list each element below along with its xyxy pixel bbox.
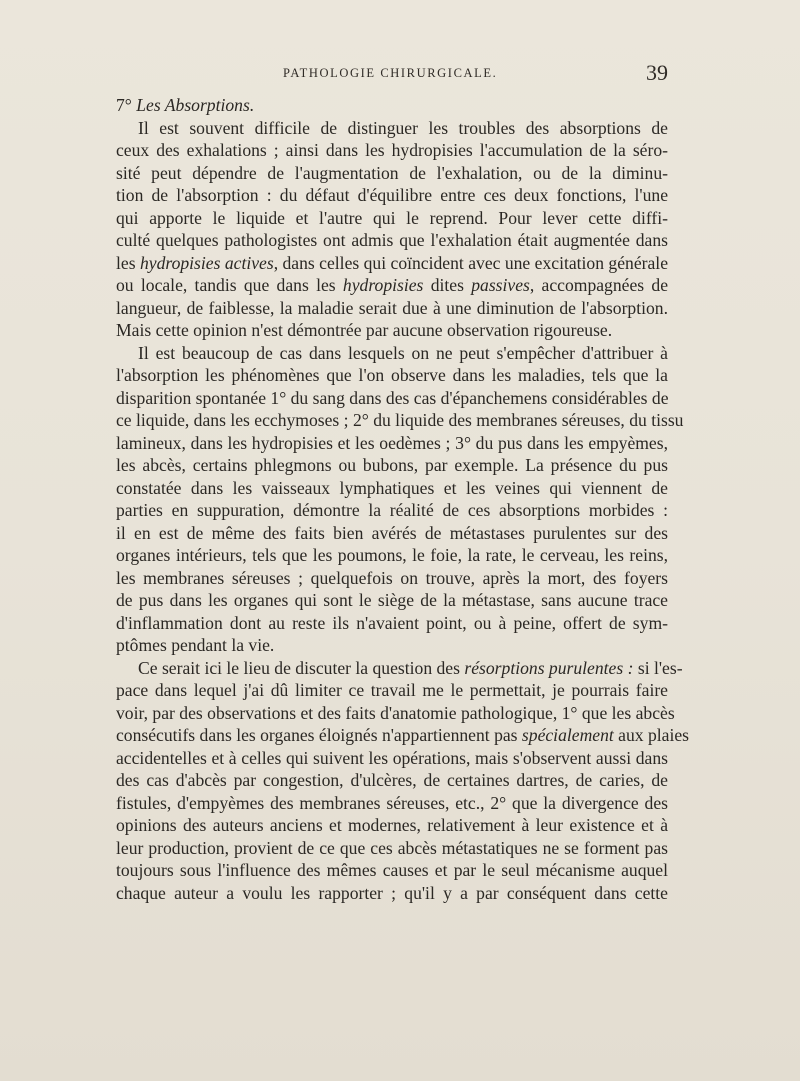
text-line: ou locale, tandis que dans les hydropisies dites passives, accompagnées de: [116, 275, 669, 295]
text-line: accidentelles et à celles qui suivent les opérations, mais s'observent aussi dans: [116, 747, 668, 768]
text-line: les membranes séreuses ; quelquefois on trouve, après la mort, des foyers: [116, 567, 668, 588]
running-head: [0, 60, 800, 86]
section-number: 7°: [116, 95, 132, 115]
section-title: Les Absorptions.: [136, 95, 255, 115]
text-line: les hydropisies actives, dans celles qui coïncident avec une excitation générale: [116, 252, 669, 273]
text-line: langueur, de faiblesse, la maladie serait due à une diminution de l'absorption.: [116, 297, 668, 318]
text-line: chaque auteur a voulu les rapporter ; qu'il y a par conséquent dans cette: [116, 882, 668, 903]
text-line: Mais cette opinion n'est démontrée par aucune observation rigoureuse.: [116, 320, 613, 340]
text-line: ceux des exhalations ; ainsi dans les hydropisies l'accumulation de la séro-: [116, 140, 668, 160]
text-line: ptômes pendant la vie.: [116, 635, 275, 655]
text-line: culté quelques pathologistes ont admis que l'exhalation était augmentée dans: [116, 230, 668, 250]
paragraph: [116, 117, 668, 342]
text-line: Il est souvent difficile de distinguer les troubles des absorptions de: [138, 117, 668, 138]
text-line: leur production, provient de ce que ces abcès métastatiques ne se forment pas: [116, 837, 668, 858]
text-line: parties en suppuration, démontre la réalité de ces absorptions morbides :: [116, 500, 668, 520]
text-line: disparition spontanée 1° du sang dans des cas d'épanchemens considérables de: [116, 387, 669, 408]
text-line: constatée dans les vaisseaux lymphatiques et les veines qui viennent de: [116, 477, 668, 498]
text-line: opinions des auteurs anciens et modernes, relativement à leur existence et à: [116, 815, 668, 835]
body-text: [116, 94, 690, 904]
text-line: Ce serait ici le lieu de discuter la question des résorptions purulentes : si l'es-: [138, 657, 683, 678]
text-line: toujours sous l'influence des mêmes causes et par le seul mécanisme auquel: [116, 860, 668, 880]
page-number: 39: [646, 60, 668, 85]
text-line: organes intérieurs, tels que les poumons, le foie, la rate, le cerveau, les reins,: [116, 545, 668, 565]
italic-term: hydropisies: [342, 275, 424, 295]
text-line: Il est beaucoup de cas dans lesquels on ne peut s'empêcher d'attribuer à: [138, 342, 668, 363]
text-line: pace dans lequel j'ai dû limiter ce travail me le permettait, je pourrais faire: [116, 680, 668, 700]
text-line: des cas d'abcès par congestion, d'ulcères, de certaines dartres, de caries, de: [116, 770, 668, 790]
text-line: il en est de même des faits bien avérés de métastases purulentes sur des: [116, 522, 668, 543]
text-line: consécutifs dans les organes éloignés n'appartiennent pas spécialement aux plaies: [116, 725, 690, 745]
text-line: sité peut dépendre de l'augmentation de l'exhalation, ou de la diminu-: [116, 162, 668, 183]
text-line: d'inflammation dont au reste ils n'avaient point, ou à peine, offert de sym-: [116, 612, 668, 633]
paragraphs: [116, 117, 690, 905]
running-title: PATHOLOGIE CHIRURGICALE.: [283, 66, 498, 80]
italic-term: spécialement: [521, 725, 614, 745]
paragraph: [116, 657, 690, 905]
text-line: l'absorption les phénomènes que l'on observe dans les maladies, tels que la: [116, 365, 668, 385]
italic-term: hydropisies actives: [139, 252, 274, 273]
text-line: fistules, d'empyèmes des membranes séreuses, etc., 2° que la divergence des: [116, 792, 668, 813]
text-line: de pus dans les organes qui sont le siège de la métastase, sans aucune trace: [116, 590, 668, 610]
text-line: lamineux, dans les hydropisies et les oedèmes ; 3° du pus dans les empyèmes,: [116, 432, 668, 453]
italic-term: résorptions purulentes :: [464, 657, 634, 678]
text-line: ce liquide, dans les ecchymoses ; 2° du liquide des membranes séreuses, du tissu: [116, 410, 684, 430]
italic-term: passives: [471, 275, 530, 295]
text-line: tion de l'absorption : du défaut d'équilibre entre ces deux fonctions, l'une: [116, 185, 668, 205]
section-heading: [116, 94, 668, 117]
paragraph: [116, 342, 684, 657]
text-line: qui apporte le liquide et l'autre qui le reprend. Pour lever cette diffi-: [116, 207, 668, 228]
text-line: voir, par des observations et des faits d'anatomie pathologique, 1° que les abcès: [116, 702, 675, 723]
text-line: les abcès, certains phlegmons ou bubons, par exemple. La présence du pus: [116, 455, 668, 475]
